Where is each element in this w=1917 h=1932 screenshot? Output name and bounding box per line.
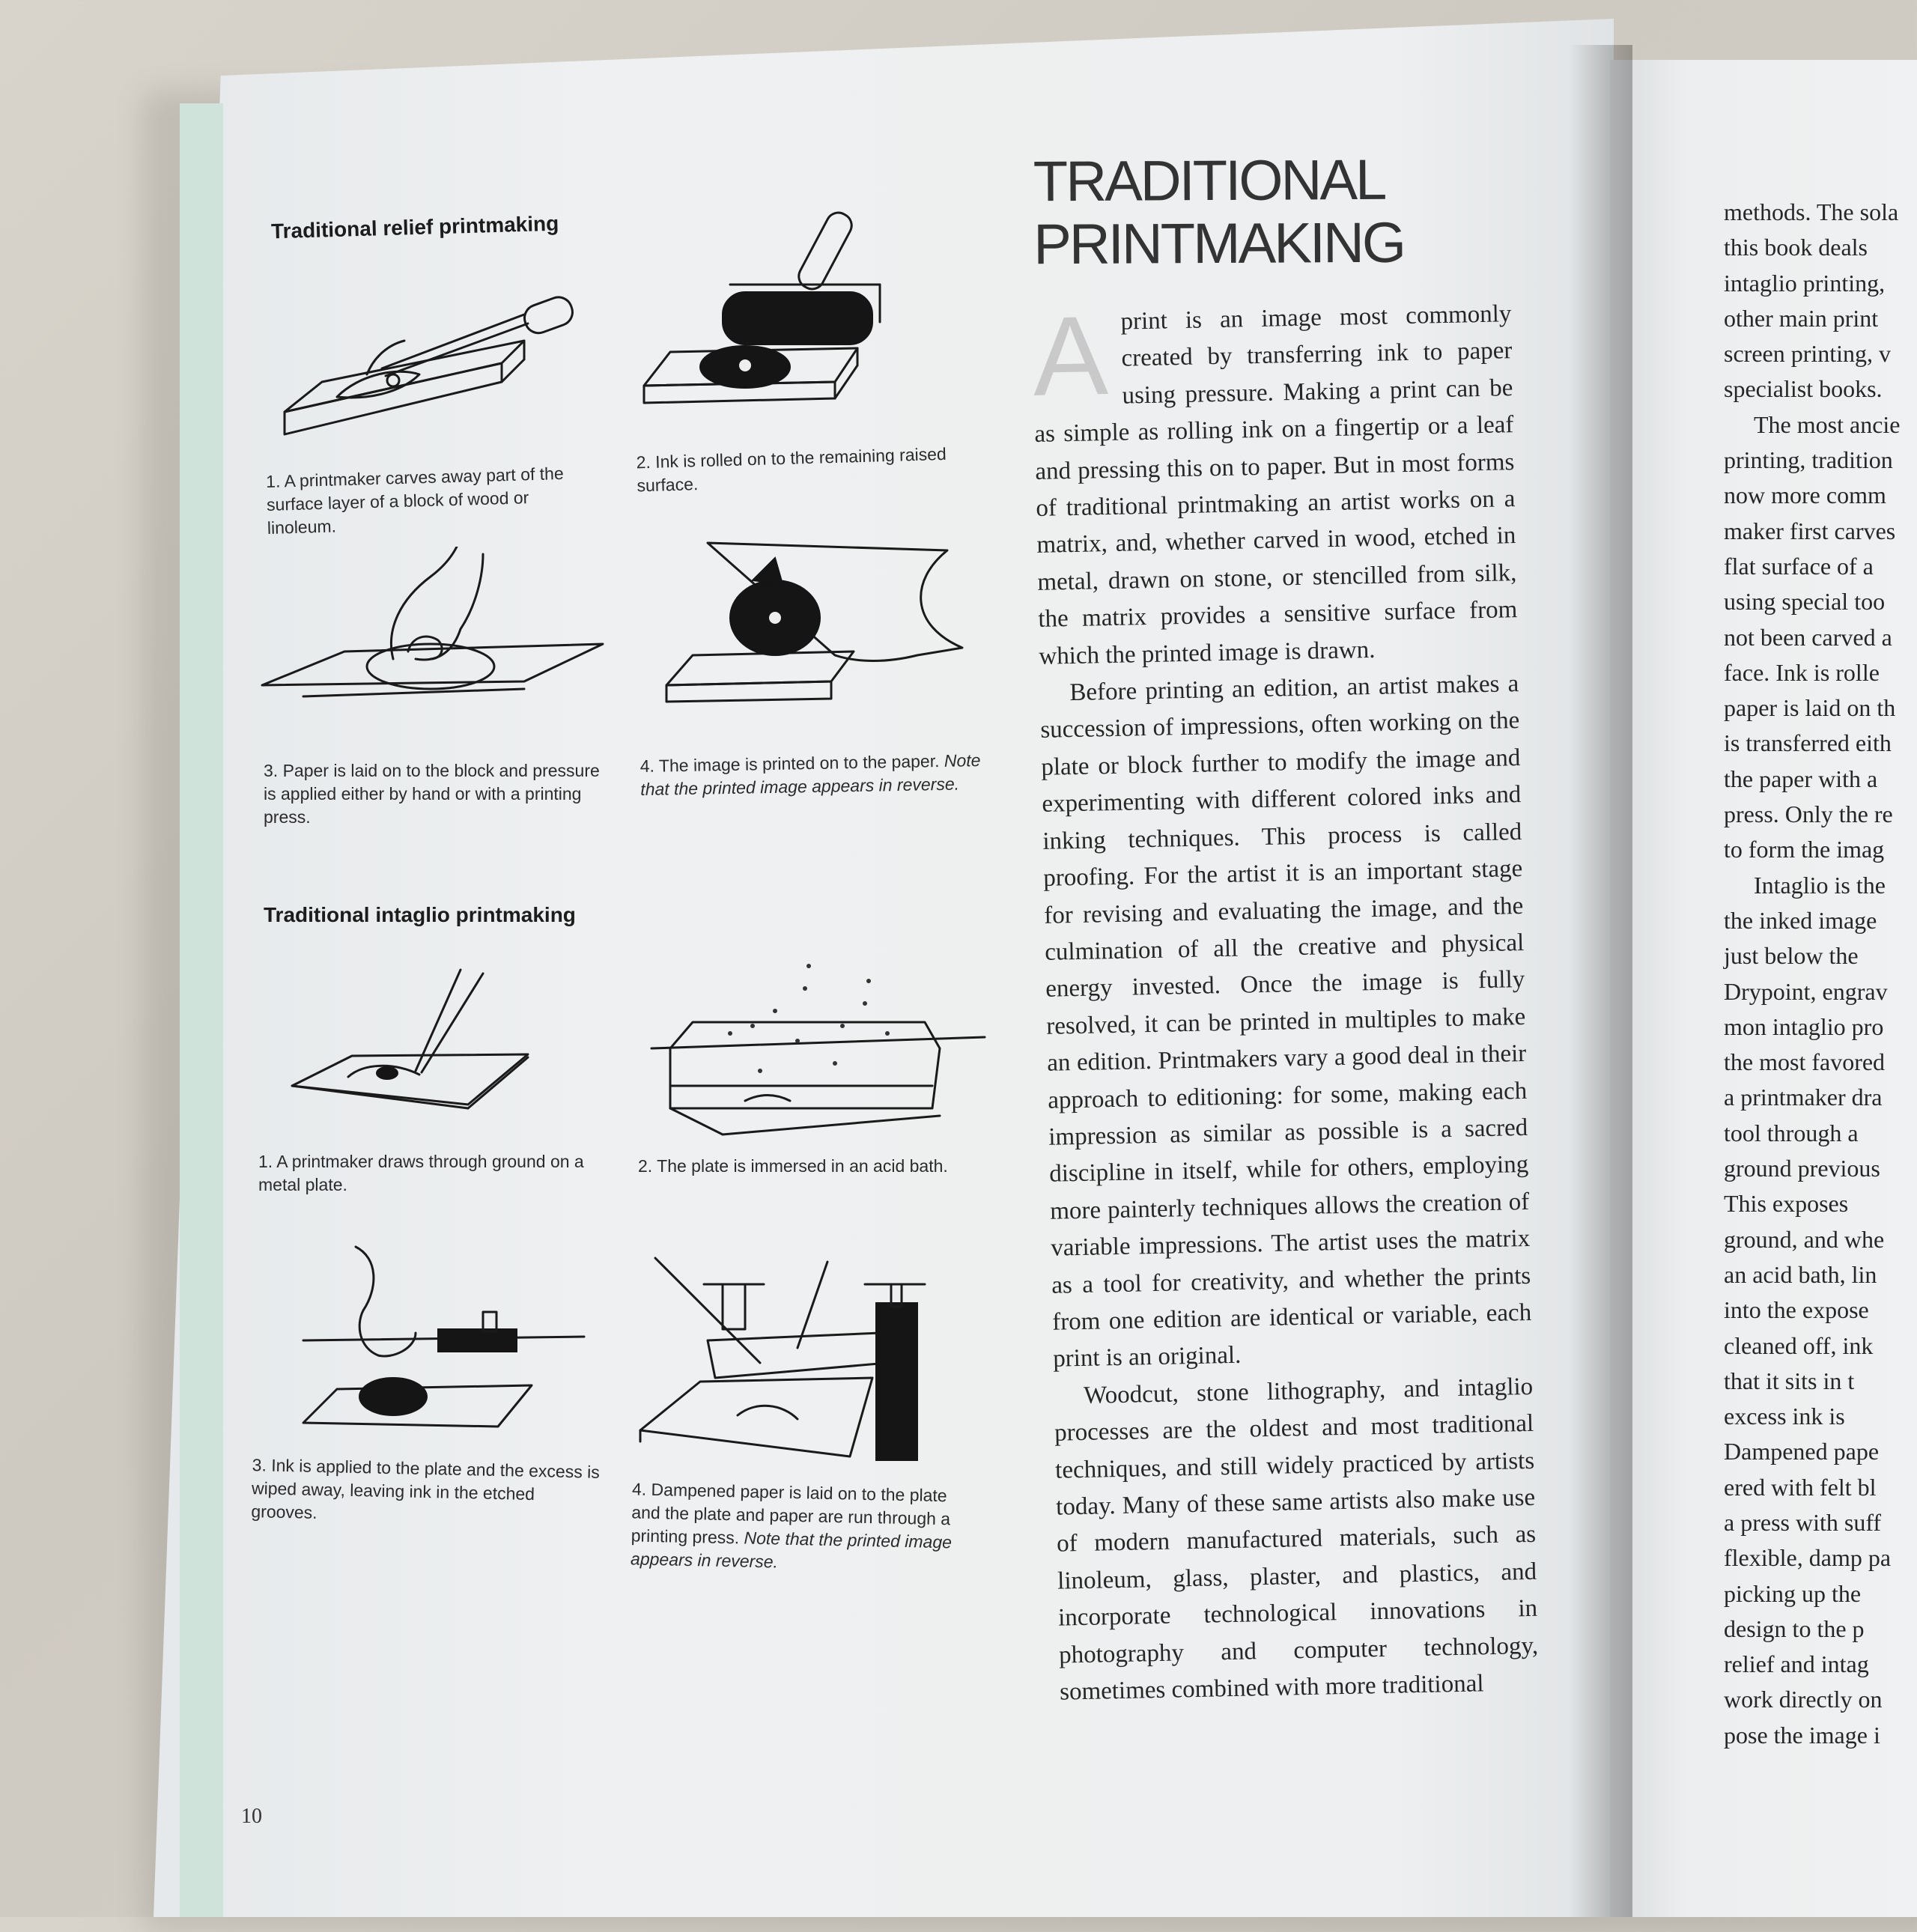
drop-cap: A bbox=[1031, 291, 1110, 419]
right-line: work directly on bbox=[1724, 1686, 1883, 1713]
right-line: the most favored bbox=[1724, 1048, 1886, 1076]
right-line: design to the p bbox=[1724, 1614, 1865, 1642]
right-line: ground previous bbox=[1724, 1155, 1880, 1182]
right-line: The most ancie bbox=[1754, 410, 1901, 438]
right-line: paper is laid on th bbox=[1724, 694, 1896, 722]
relief-caption-4-note: Note that the printed image appears in reverse. bbox=[640, 750, 981, 800]
right-line: press. Only the re bbox=[1724, 801, 1893, 828]
paragraph-1 bbox=[1031, 291, 1519, 675]
relief-heading: Traditional relief printmaking bbox=[270, 211, 559, 243]
right-line: Dampened pape bbox=[1724, 1438, 1880, 1465]
relief-caption-2: 2. Ink is rolled on to the remaining raised surface. bbox=[636, 443, 947, 496]
right-line: maker first carves bbox=[1724, 517, 1896, 544]
right-line: the inked image bbox=[1724, 906, 1877, 934]
printing-press-illustration bbox=[633, 1251, 985, 1483]
book-spine-edge bbox=[180, 103, 223, 1917]
right-line: ered with felt bl bbox=[1724, 1473, 1877, 1501]
intaglio-caption-4 bbox=[631, 1477, 962, 1577]
right-line: using special too bbox=[1724, 588, 1886, 616]
acid-bath-illustration bbox=[648, 951, 992, 1146]
right-line: an acid bath, lin bbox=[1724, 1260, 1877, 1288]
page-number: 10 bbox=[241, 1805, 262, 1828]
right-line: this book deals bbox=[1724, 234, 1868, 261]
right-line: specialist books. bbox=[1724, 375, 1883, 403]
right-line: flexible, damp pa bbox=[1724, 1544, 1892, 1572]
right-line: excess ink is bbox=[1724, 1403, 1845, 1430]
hand-pressing-illustration bbox=[258, 547, 610, 719]
paragraph-3: Woodcut, stone lithography, and intaglio processes are the oldest and most traditional techniques, and still widely practiced by artists today. Many of these same artists also make use of modern manufactured materials, such as linoleum, glass, plaster, and plastics, and incorporate technological innovations in photography and computer technology, sometimes combined with more traditional bbox=[1054, 1373, 1539, 1706]
right-line: that it sits in t bbox=[1724, 1367, 1855, 1394]
article-body bbox=[1031, 291, 1540, 1711]
acid-bubbles bbox=[728, 964, 890, 1073]
right-line: a printmaker dra bbox=[1724, 1084, 1883, 1111]
wiping-ink-illustration bbox=[288, 1243, 588, 1445]
right-line: to form the imag bbox=[1724, 836, 1885, 863]
relief-caption-4-text: 4. The image is printed on to the paper. bbox=[639, 751, 940, 777]
intaglio-caption-1: 1. A printmaker draws through ground on a metal plate. bbox=[258, 1152, 584, 1194]
right-line: a press with suff bbox=[1724, 1508, 1882, 1536]
right-page-text bbox=[1724, 195, 1917, 1753]
right-line: relief and intag bbox=[1724, 1650, 1869, 1678]
right-line: just below the bbox=[1724, 942, 1859, 970]
right-line: printing, tradition bbox=[1724, 446, 1893, 474]
intaglio-caption-3: 3. Ink is applied to the plate and the excess is wiped away, leaving ink in the etched grooves. bbox=[251, 1455, 601, 1522]
right-line: now more comm bbox=[1724, 482, 1886, 509]
relief-caption-1: 1. A printmaker carves away part of the surface layer of a block of wood or linoleum. bbox=[265, 463, 565, 538]
printed-paper-illustration bbox=[663, 535, 977, 730]
right-line: Intaglio is the bbox=[1754, 871, 1886, 899]
paragraph-2: Before printing an edition, an artist makes a succession of impressions, often working on the plate or block further to modify the image and experimenting with different colored inks and inking techniques. This process is called proofing. For the artist it is an important stage for revising and evaluating the image, and the culmination of all the creative and physical energy invested. Once the image is fully resolved, it can be printed in multiples to make an edition. Printmakers vary a good deal in their approach to editioning: for some, making each impression as similar as possible is a sacred discipline in itself, while for others, employing more painterly techniques allows the creation of variable impressions. The artist uses the matrix as a tool for creativity, and whether the prints from one edition are identical or variable, each print is an original. bbox=[1040, 670, 1532, 1373]
right-line: other main print bbox=[1724, 304, 1879, 332]
right-line: methods. The sola bbox=[1724, 198, 1899, 225]
right-line: pose the image i bbox=[1724, 1721, 1880, 1749]
paragraph-1-text: print is an image most commonly created by transferring ink to paper using pressure. Making a print can be as simple as rolling ink on a fingertip or a leaf and pressing this on to paper. But in most forms of traditional printmaking an artist works on a matrix, and, whether carved in wood, etched in metal, drawn on stone, or stencilled from silk, the matrix provides a sensitive surface from which the printed image is drawn. bbox=[1034, 300, 1518, 670]
right-line: tool through a bbox=[1724, 1119, 1859, 1146]
relief-caption-4 bbox=[639, 749, 985, 801]
intaglio-caption-2: 2. The plate is immersed in an acid bath. bbox=[638, 1156, 948, 1176]
intaglio-caption-4-text: 4. Dampened paper is laid on to the plate and the plate and paper are run through a printing press. bbox=[631, 1479, 951, 1548]
title-line-2: PRINTMAKING bbox=[1033, 210, 1405, 277]
right-line: intaglio printing, bbox=[1724, 269, 1886, 297]
title-line-1: TRADITIONAL bbox=[1033, 148, 1385, 214]
right-line: cleaned off, ink bbox=[1724, 1331, 1874, 1359]
intaglio-caption-4-note: Note that the printed image appears in reverse. bbox=[630, 1528, 953, 1572]
carving-illustration bbox=[277, 285, 592, 457]
page-gutter bbox=[1569, 45, 1632, 1917]
right-line: This exposes bbox=[1724, 1190, 1849, 1218]
right-line: not been carved a bbox=[1724, 623, 1892, 651]
right-line: picking up the bbox=[1724, 1579, 1862, 1607]
inking-roller-illustration bbox=[640, 202, 940, 427]
right-line: screen printing, v bbox=[1724, 340, 1892, 368]
right-line: mon intaglio pro bbox=[1724, 1012, 1884, 1040]
relief-caption-3: 3. Paper is laid on to the block and pressure is applied either by hand or with a printing press. bbox=[264, 761, 600, 827]
right-line: flat surface of a bbox=[1724, 552, 1874, 580]
right-line: face. Ink is rolle bbox=[1724, 658, 1880, 686]
drawing-ground-illustration bbox=[288, 966, 543, 1131]
right-line: the paper with a bbox=[1724, 765, 1878, 792]
article-title bbox=[1033, 149, 1405, 277]
intaglio-heading: Traditional intaglio printmaking bbox=[264, 903, 576, 926]
right-line: into the expose bbox=[1724, 1296, 1869, 1324]
right-line: Drypoint, engrav bbox=[1724, 977, 1888, 1005]
right-line: ground, and whe bbox=[1724, 1225, 1885, 1253]
right-line: is transferred eith bbox=[1724, 729, 1892, 757]
